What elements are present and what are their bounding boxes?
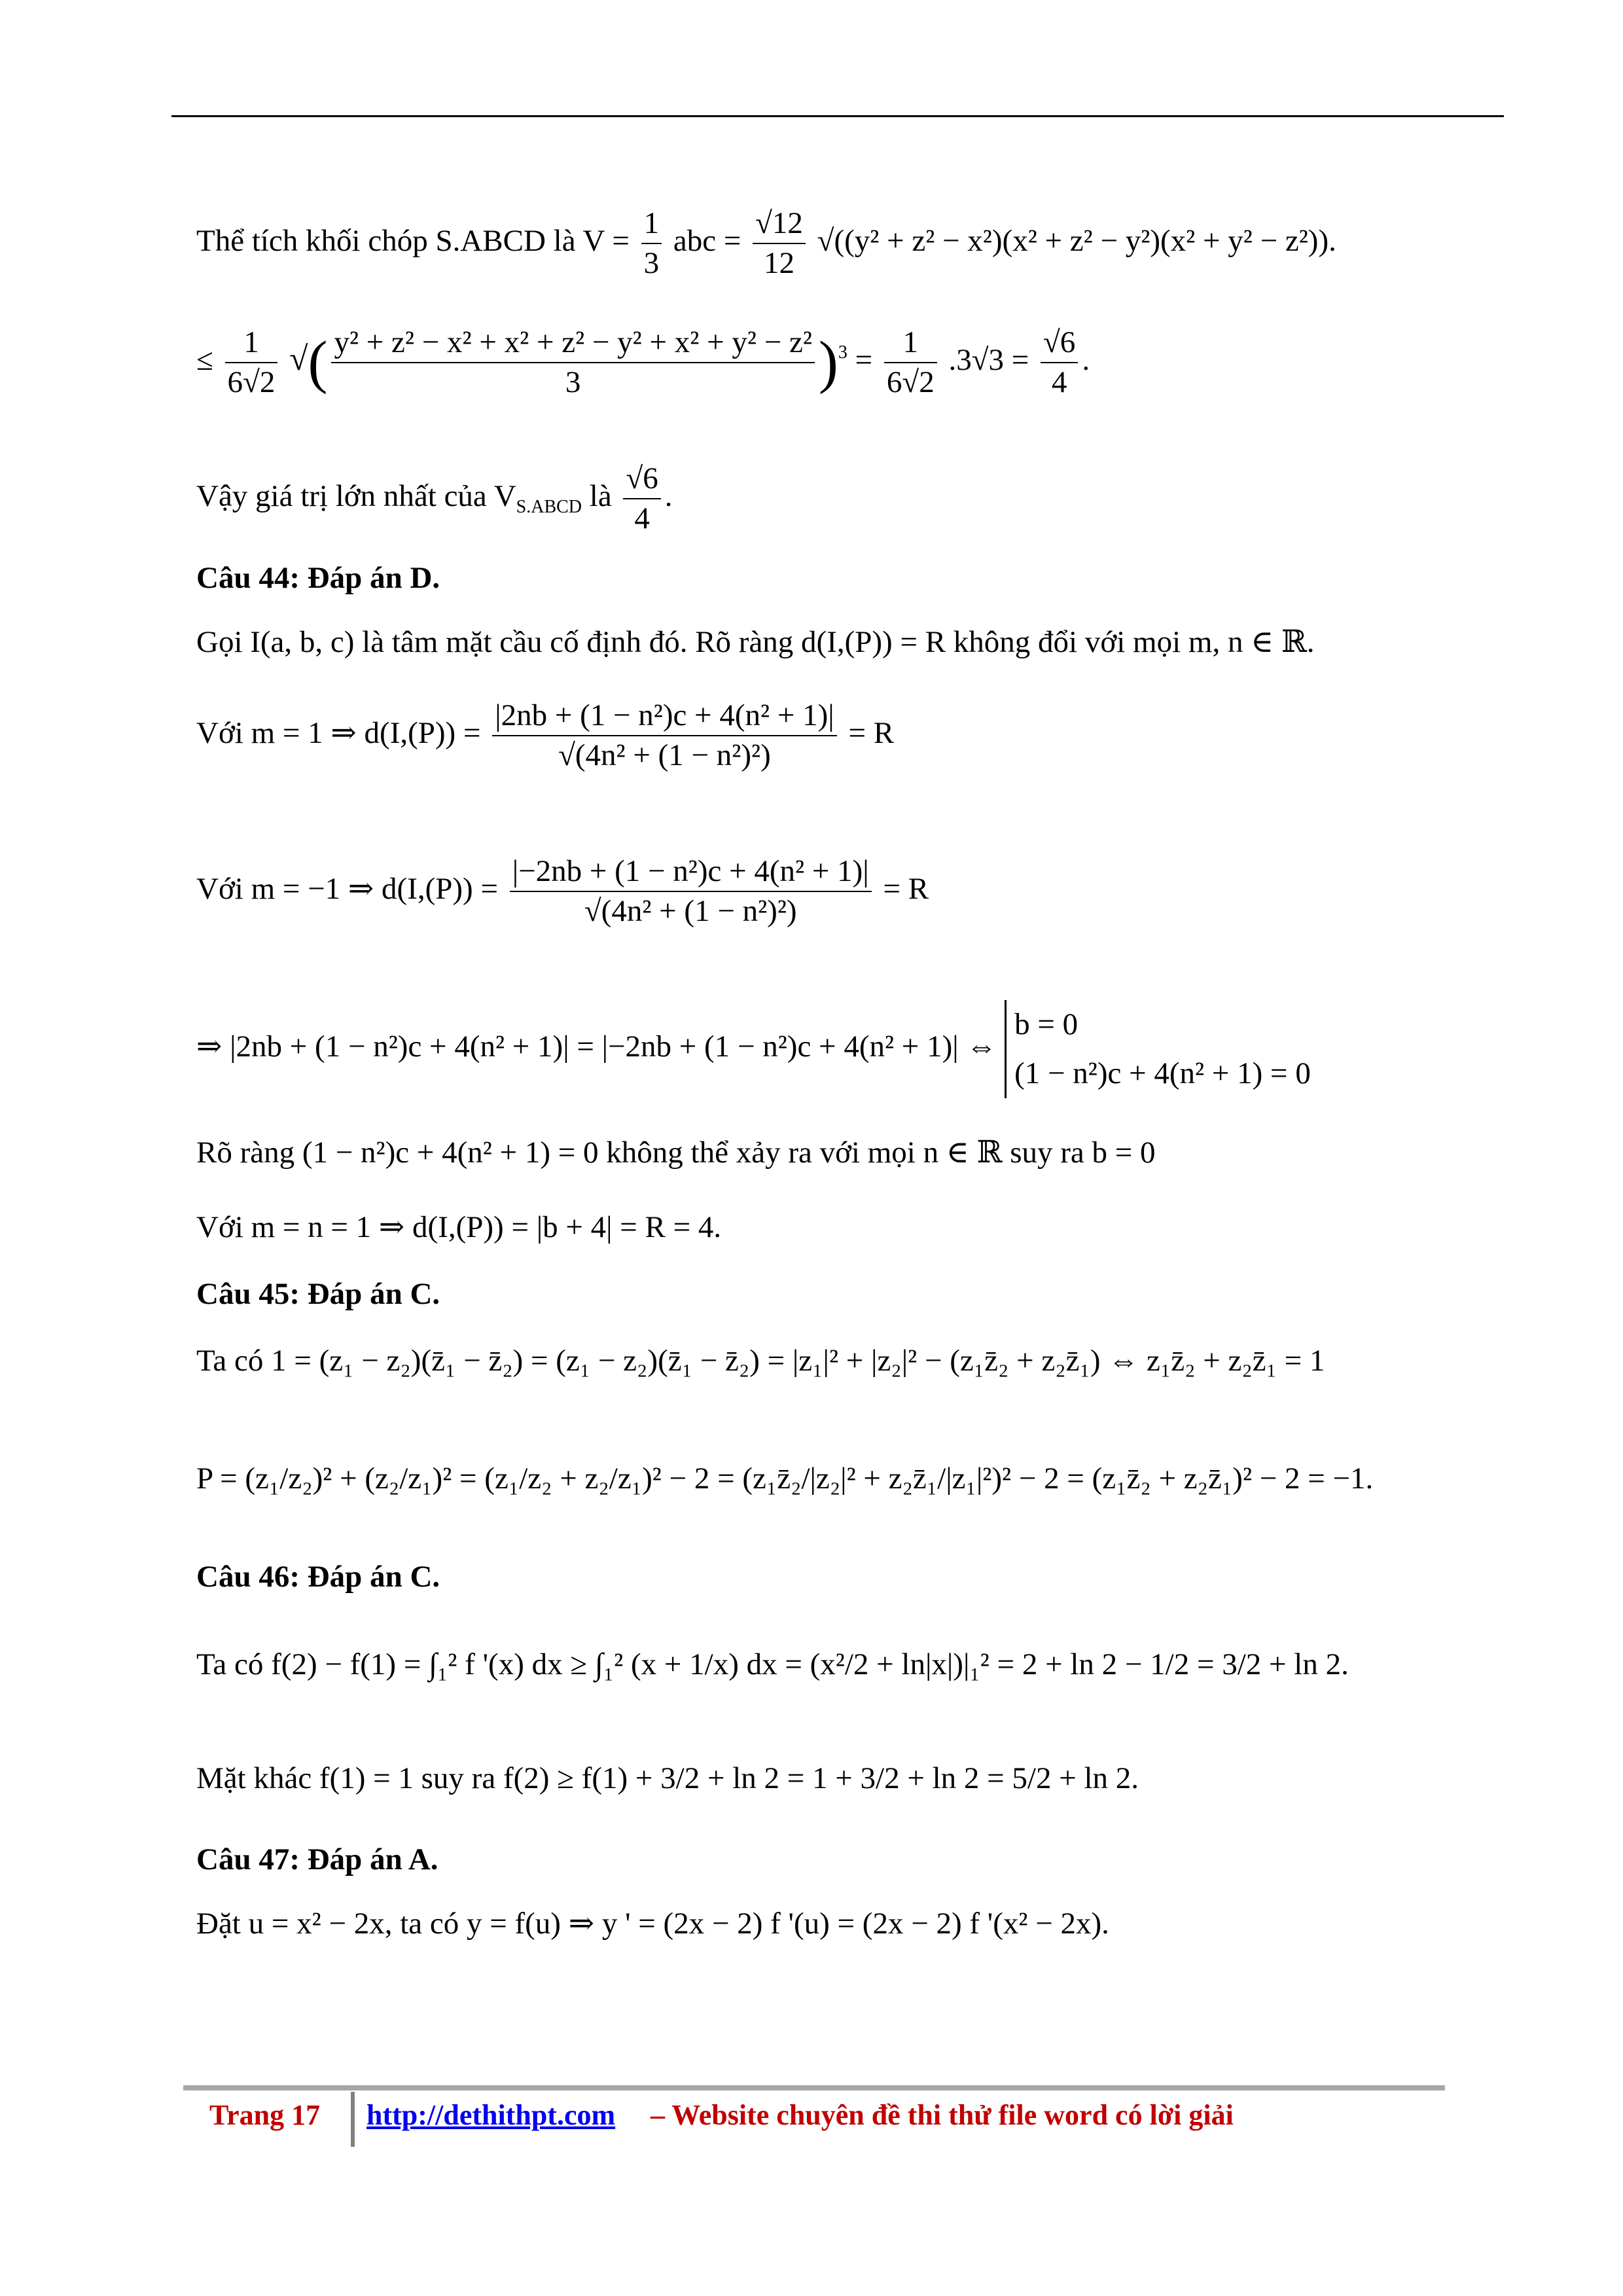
max-volume-text: Vậy giá trị lớn nhất của — [196, 478, 487, 513]
frac-denominator: 6√2 — [227, 365, 276, 399]
q44-l2-prefix: Với m = 1 ⇒ d(I,(P)) = — [196, 715, 481, 750]
cube-exponent: 3 — [838, 342, 847, 363]
q47-line-1: Đặt u = x² − 2x, ta có y = f(u) ⇒ y ' = (2x − 2) f '(u) = (2x − 2) f '(x² − 2x). — [196, 1907, 1109, 1941]
volume-frac-1 — [641, 208, 662, 279]
frac-numerator: √6 — [623, 463, 660, 499]
volume-math-c: √((y² + z² − x²)(x² + z² − y²)(x² + y² − z²)). — [817, 223, 1336, 258]
max-volume-line — [196, 463, 1504, 534]
frac-numerator: |−2nb + (1 − n²)c + 4(n² + 1)| — [510, 856, 872, 892]
q44-title: Câu 44: Đáp án D. — [196, 561, 440, 595]
frac-numerator: y² + z² − x² + x² + z² − y² + x² + y² − z² — [331, 327, 814, 363]
q45-title: Câu 45: Đáp án C. — [196, 1277, 440, 1311]
volume-math-a: V = — [582, 223, 637, 258]
equals-sign: = — [855, 342, 873, 377]
footer-separator — [351, 2092, 355, 2147]
q44-line-3 — [196, 856, 1504, 927]
frac-denominator: 3 — [643, 246, 660, 280]
volume-line — [196, 208, 1504, 279]
inequality-line — [196, 327, 1504, 398]
ineq-frac-2 — [884, 327, 937, 398]
q44-line-6: Với m = n = 1 ⇒ d(I,(P)) = |b + 4| = R = 4. — [196, 1210, 722, 1244]
footer-rule — [183, 2085, 1445, 2090]
frac-denominator: 4 — [634, 501, 650, 535]
q47-title: Câu 47: Đáp án A. — [196, 1842, 438, 1876]
period: . — [664, 478, 673, 513]
max-volume-frac — [623, 463, 660, 534]
q44-l2-suffix: = R — [848, 715, 895, 750]
frac-denominator: 3 — [565, 365, 581, 399]
frac-numerator: 1 — [225, 327, 278, 363]
la-word: là — [589, 478, 612, 513]
case-2: (1 − n²)c + 4(n² + 1) = 0 — [1014, 1056, 1311, 1091]
frac-numerator: |2nb + (1 − n²)c + 4(n² + 1)| — [492, 700, 837, 736]
q44-line-5: Rõ ràng (1 − n²)c + 4(n² + 1) = 0 không thể xảy ra với mọi n ∈ ℝ suy ra b = 0 — [196, 1136, 1156, 1170]
leq-sign: ≤ — [196, 342, 213, 377]
frac-denominator: 4 — [1051, 365, 1067, 399]
q44-l3-prefix: Với m = −1 ⇒ d(I,(P)) = — [196, 871, 498, 906]
frac-numerator: 1 — [641, 208, 662, 244]
q44-line-2 — [196, 700, 1504, 771]
volume-symbol: V — [493, 478, 516, 513]
q46-line-1: Ta có f(2) − f(1) = ∫₁² f '(x) dx ≥ ∫₁² (x + 1/x) dx = (x²/2 + ln|x|)|₁² = 2 + ln 2 − 1/2 = 3/2 + ln 2. — [196, 1647, 1349, 1681]
q44-l3-suffix: = R — [883, 871, 929, 906]
left-paren: ( — [308, 330, 328, 395]
q45-line-2: P = (z₁/z₂)² + (z₂/z₁)² = (z₁/z₂ + z₂/z₁)² − 2 = (z₁z̄₂/|z₂|² + z₂z̄₁/|z₁|²)² − 2 = (z₁z̄₂ + z₂z̄₁)² − 2 = −1. — [196, 1462, 1374, 1496]
frac-numerator: √12 — [753, 208, 806, 244]
footer-website-link[interactable]: http://dethithpt.com — [366, 2099, 616, 2131]
footer-tagline: – Website chuyên đề thi thử file word có lời giải — [651, 2099, 1234, 2131]
frac-denominator: 6√2 — [886, 365, 935, 399]
q44-line-1: Gọi I(a, b, c) là tâm mặt cầu cố định đó. Rõ ràng d(I,(P)) = R không đổi với mọi m, n ∈ ℝ. — [196, 625, 1315, 659]
volume-frac-2 — [753, 208, 806, 279]
period: . — [1082, 342, 1090, 377]
frac-numerator: √6 — [1041, 327, 1078, 363]
q44-cases — [1005, 1000, 1311, 1098]
q46-line-2: Mặt khác f(1) = 1 suy ra f(2) ≥ f(1) + 3/2 + ln 2 = 1 + 3/2 + ln 2 = 5/2 + ln 2. — [196, 1761, 1139, 1795]
case-1: b = 0 — [1014, 1007, 1079, 1041]
q46-title: Câu 46: Đáp án C. — [196, 1560, 440, 1594]
q44-l3-frac — [510, 856, 872, 927]
volume-math-b: abc = — [673, 223, 749, 258]
ineq-inner-frac — [331, 327, 814, 398]
q45-line-1: Ta có 1 = (z₁ − z₂)(z̄₁ − z̄₂) = (z₁ − z₂)(z̄₁ − z̄₂) = |z₁|² + |z₂|² − (z₁z̄₂ + z₂z̄₁) ⇔ z₁z̄₂ + z₂z̄₁ = 1 — [196, 1344, 1325, 1378]
q44-line-4 — [196, 1000, 1504, 1098]
header-rule — [171, 115, 1504, 117]
q44-l4-prefix: ⇒ |2nb + (1 − n²)c + 4(n² + 1)| = |−2nb + (1 − n²)c + 4(n² + 1)| ⇔ — [196, 1029, 997, 1064]
volume-subscript: S.ABCD — [516, 496, 582, 517]
ineq-tail: .3√3 = — [948, 342, 1029, 377]
volume-text: Thể tích khối chóp S.ABCD là — [196, 223, 576, 258]
frac-denominator: 12 — [764, 246, 794, 280]
frac-numerator: 1 — [884, 327, 937, 363]
right-paren: ) — [818, 330, 838, 395]
ineq-frac-1 — [225, 327, 278, 398]
footer-page-number: Trang 17 — [209, 2099, 321, 2131]
ineq-frac-3 — [1041, 327, 1078, 398]
sqrt-sign: √ — [289, 340, 308, 378]
frac-denominator: √(4n² + (1 − n²)²) — [558, 738, 771, 772]
q44-l2-frac — [492, 700, 837, 771]
frac-denominator: √(4n² + (1 − n²)²) — [584, 894, 797, 928]
